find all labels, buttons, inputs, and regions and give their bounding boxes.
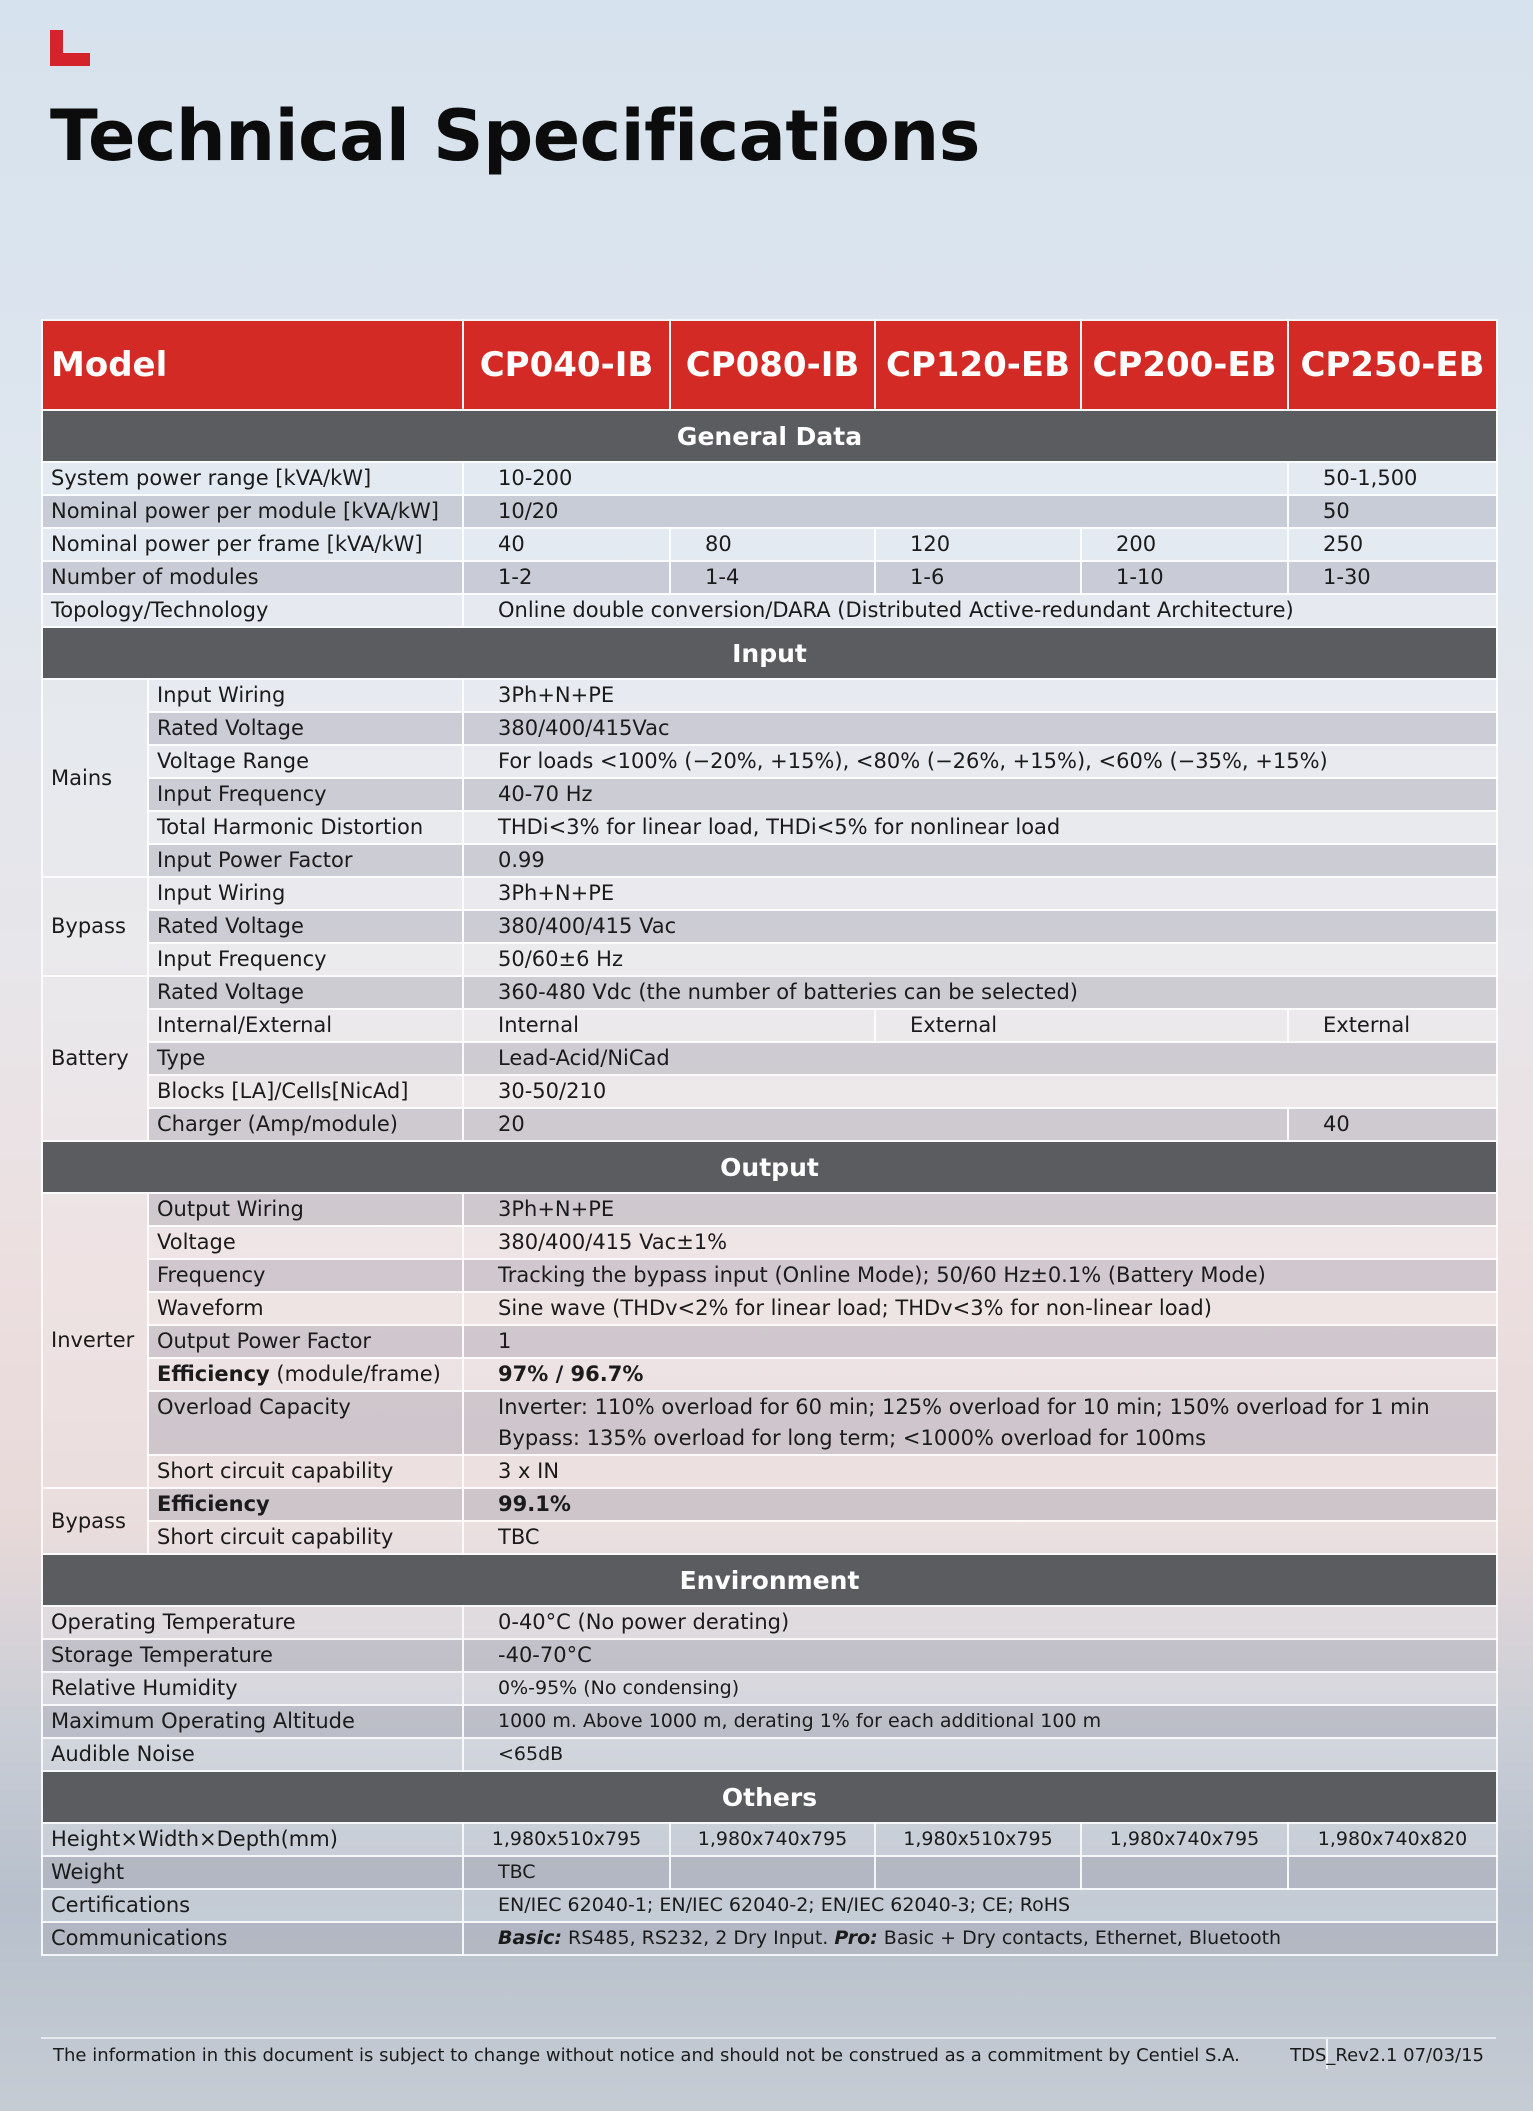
- model-header-row: [42, 320, 1497, 410]
- table-row: [42, 910, 1497, 943]
- row-label: Waveform: [148, 1292, 463, 1325]
- row-label: Communications: [42, 1922, 463, 1955]
- row-value: 40-70 Hz: [463, 778, 1497, 811]
- comm-basic-label: Basic:: [498, 1927, 562, 1949]
- row-value: 250: [1288, 528, 1497, 561]
- comm-pro-text: Basic + Dry contacts, Ethernet, Bluetooth: [877, 1927, 1282, 1949]
- row-label: Maximum Operating Altitude: [42, 1705, 463, 1738]
- section-input: Input: [42, 627, 1497, 679]
- comm-basic-text: RS485, RS232, 2 Dry Input.: [562, 1927, 835, 1949]
- row-label: Internal/External: [148, 1009, 463, 1042]
- table-row: [42, 1455, 1497, 1488]
- row-value: 1-2: [463, 561, 670, 594]
- table-row: [42, 1358, 1497, 1391]
- row-value: EN/IEC 62040-1; EN/IEC 62040-2; EN/IEC 62040-3; CE; RoHS: [463, 1889, 1497, 1922]
- row-label: Certifications: [42, 1889, 463, 1922]
- row-value-empty: [1081, 1856, 1288, 1889]
- row-value: 10-200: [463, 462, 1288, 495]
- row-value: TBC: [463, 1521, 1497, 1554]
- model-cp120-eb: CP120-EB: [875, 320, 1081, 410]
- efficiency-value: 97% / 96.7%: [498, 1362, 644, 1386]
- row-label: Number of modules: [42, 561, 463, 594]
- row-value-empty: [1288, 1856, 1497, 1889]
- section-output: Output: [42, 1141, 1497, 1193]
- comm-pro-label: Pro:: [834, 1927, 878, 1949]
- model-label: Model: [42, 320, 463, 410]
- row-value: 1-6: [875, 561, 1081, 594]
- row-value: -40-70°C: [463, 1639, 1497, 1672]
- table-row: [42, 1009, 1497, 1042]
- row-label: Rated Voltage: [148, 976, 463, 1009]
- spec-table: [41, 319, 1498, 1956]
- row-value: 50/60±6 Hz: [463, 943, 1497, 976]
- row-label: Audible Noise: [42, 1738, 463, 1771]
- table-row: [42, 594, 1497, 627]
- table-row: [42, 1259, 1497, 1292]
- row-value: 10/20: [463, 495, 1288, 528]
- table-row: [42, 1639, 1497, 1672]
- model-cp200-eb: CP200-EB: [1081, 320, 1288, 410]
- row-value: 380/400/415 Vac: [463, 910, 1497, 943]
- table-row: [42, 1889, 1497, 1922]
- row-value: Online double conversion/DARA (Distributed Active-redundant Architecture): [463, 594, 1497, 627]
- table-row: [42, 1193, 1497, 1226]
- row-value: 0%-95% (No condensing): [463, 1672, 1497, 1705]
- row-label: Type: [148, 1042, 463, 1075]
- table-row: [42, 679, 1497, 712]
- table-row: [42, 1325, 1497, 1358]
- model-cp040-ib: CP040-IB: [463, 320, 670, 410]
- row-label: Nominal power per frame [kVA/kW]: [42, 528, 463, 561]
- row-value: [463, 1488, 1497, 1521]
- row-label: [148, 1488, 463, 1521]
- table-row: [42, 1521, 1497, 1554]
- row-label: Storage Temperature: [42, 1639, 463, 1672]
- row-value: 1,980x740x795: [1081, 1823, 1288, 1856]
- row-value: 1,980x740x795: [670, 1823, 875, 1856]
- table-row: [42, 1226, 1497, 1259]
- model-cp080-ib: CP080-IB: [670, 320, 875, 410]
- row-label: Input Wiring: [148, 679, 463, 712]
- row-value: For loads <100% (−20%, +15%), <80% (−26%, +15%), <60% (−35%, +15%): [463, 745, 1497, 778]
- row-value: 3 x IN: [463, 1455, 1497, 1488]
- row-value: 30-50/210: [463, 1075, 1497, 1108]
- row-value: 120: [875, 528, 1081, 561]
- row-label: Rated Voltage: [148, 712, 463, 745]
- row-value: 1-10: [1081, 561, 1288, 594]
- row-value: 0.99: [463, 844, 1497, 877]
- page-title: Technical Specifications: [50, 95, 980, 177]
- table-row: [42, 1705, 1497, 1738]
- table-row: [42, 1075, 1497, 1108]
- row-value: Internal: [463, 1009, 875, 1042]
- table-row: [42, 778, 1497, 811]
- row-value: Tracking the bypass input (Online Mode); 50/60 Hz±0.1% (Battery Mode): [463, 1259, 1497, 1292]
- row-value: 3Ph+N+PE: [463, 679, 1497, 712]
- table-row: [42, 844, 1497, 877]
- row-label: Overload Capacity: [148, 1391, 463, 1455]
- table-row: [42, 1391, 1497, 1455]
- row-value: 40: [1288, 1108, 1497, 1141]
- table-row: [42, 1856, 1497, 1889]
- row-value: 1,980x510x795: [875, 1823, 1081, 1856]
- row-value: Sine wave (THDv<2% for linear load; THDv<3% for non-linear load): [463, 1292, 1497, 1325]
- row-label: Voltage Range: [148, 745, 463, 778]
- table-row: [42, 495, 1497, 528]
- table-row: [42, 943, 1497, 976]
- row-value: 80: [670, 528, 875, 561]
- group-label-mains: Mains: [42, 679, 148, 877]
- row-label: [148, 1358, 463, 1391]
- bypass-efficiency-value: 99.1%: [498, 1492, 571, 1516]
- efficiency-label-rest: (module/frame): [269, 1362, 441, 1386]
- row-label: Input Power Factor: [148, 844, 463, 877]
- row-value: 1-30: [1288, 561, 1497, 594]
- group-label-battery: Battery: [42, 976, 148, 1141]
- row-value: <65dB: [463, 1738, 1497, 1771]
- table-row: [42, 1108, 1497, 1141]
- bypass-efficiency-label: Efficiency: [157, 1492, 270, 1516]
- group-label-output-bypass: Bypass: [42, 1488, 148, 1554]
- centiel-logo: [50, 30, 90, 66]
- section-others: Others: [42, 1771, 1497, 1823]
- row-label: Input Wiring: [148, 877, 463, 910]
- row-label: Input Frequency: [148, 943, 463, 976]
- overload-inverter-text: Inverter: 110% overload for 60 min; 125% overload for 10 min; 150% overload for 1 min: [498, 1395, 1430, 1419]
- group-label-bypass: Bypass: [42, 877, 148, 976]
- row-label: Charger (Amp/module): [148, 1108, 463, 1141]
- row-value: Lead-Acid/NiCad: [463, 1042, 1497, 1075]
- table-row: [42, 712, 1497, 745]
- overload-bypass-text: Bypass: 135% overload for long term; <1000% overload for 100ms: [498, 1426, 1207, 1450]
- row-value: External: [875, 1009, 1288, 1042]
- table-row: [42, 1922, 1497, 1955]
- row-label: Voltage: [148, 1226, 463, 1259]
- row-value: [463, 1922, 1497, 1955]
- table-row: [42, 877, 1497, 910]
- model-cp250-eb: CP250-EB: [1288, 320, 1497, 410]
- table-row: [42, 561, 1497, 594]
- row-value: 380/400/415Vac: [463, 712, 1497, 745]
- table-row: [42, 1823, 1497, 1856]
- row-value: 380/400/415 Vac±1%: [463, 1226, 1497, 1259]
- row-value: 200: [1081, 528, 1288, 561]
- row-label: Output Wiring: [148, 1193, 463, 1226]
- row-label: Relative Humidity: [42, 1672, 463, 1705]
- row-label: Blocks [LA]/Cells[NicAd]: [148, 1075, 463, 1108]
- row-value: 50: [1288, 495, 1497, 528]
- table-row: [42, 1606, 1497, 1639]
- table-row: [42, 976, 1497, 1009]
- row-value: External: [1288, 1009, 1497, 1042]
- row-label: System power range [kVA/kW]: [42, 462, 463, 495]
- row-label: Total Harmonic Distortion: [148, 811, 463, 844]
- row-label: Frequency: [148, 1259, 463, 1292]
- row-value: 360-480 Vdc (the number of batteries can be selected): [463, 976, 1497, 1009]
- table-row: [42, 528, 1497, 561]
- row-value: 3Ph+N+PE: [463, 1193, 1497, 1226]
- footer-revision: TDS_Rev2.1 07/03/15: [1290, 2045, 1484, 2066]
- table-row: [42, 462, 1497, 495]
- row-value: 50-1,500: [1288, 462, 1497, 495]
- row-label: Short circuit capability: [148, 1521, 463, 1554]
- table-row: [42, 745, 1497, 778]
- row-value: THDi<3% for linear load, THDi<5% for nonlinear load: [463, 811, 1497, 844]
- row-label: Weight: [42, 1856, 463, 1889]
- row-label: Output Power Factor: [148, 1325, 463, 1358]
- table-row: [42, 1488, 1497, 1521]
- row-value: TBC: [463, 1856, 670, 1889]
- row-label: Height×Width×Depth(mm): [42, 1823, 463, 1856]
- table-row: [42, 1672, 1497, 1705]
- row-label: Operating Temperature: [42, 1606, 463, 1639]
- table-row: [42, 1738, 1497, 1771]
- row-value-empty: [875, 1856, 1081, 1889]
- section-environment: Environment: [42, 1554, 1497, 1606]
- footer-disclaimer: The information in this document is subject to change without notice and should not be construed as a commitment by Centiel S.A.: [53, 2045, 1240, 2066]
- footer: [41, 2037, 1496, 2069]
- row-value: [463, 1391, 1497, 1455]
- group-label-inverter: Inverter: [42, 1193, 148, 1488]
- table-row: [42, 1042, 1497, 1075]
- section-general-data: General Data: [42, 410, 1497, 462]
- row-value: 1,980x510x795: [463, 1823, 670, 1856]
- row-value: 0-40°C (No power derating): [463, 1606, 1497, 1639]
- row-value: [463, 1358, 1497, 1391]
- row-label: Rated Voltage: [148, 910, 463, 943]
- row-label: Short circuit capability: [148, 1455, 463, 1488]
- row-value: 1-4: [670, 561, 875, 594]
- row-value: 1,980x740x820: [1288, 1823, 1497, 1856]
- row-value: 1: [463, 1325, 1497, 1358]
- row-value: 1000 m. Above 1000 m, derating 1% for each additional 100 m: [463, 1705, 1497, 1738]
- row-label: Topology/Technology: [42, 594, 463, 627]
- table-row: [42, 1292, 1497, 1325]
- row-value: 40: [463, 528, 670, 561]
- efficiency-label-bold: Efficiency: [157, 1362, 270, 1386]
- row-label: Input Frequency: [148, 778, 463, 811]
- row-value: 20: [463, 1108, 1288, 1141]
- table-row: [42, 811, 1497, 844]
- row-value-empty: [670, 1856, 875, 1889]
- row-label: Nominal power per module [kVA/kW]: [42, 495, 463, 528]
- row-value: 3Ph+N+PE: [463, 877, 1497, 910]
